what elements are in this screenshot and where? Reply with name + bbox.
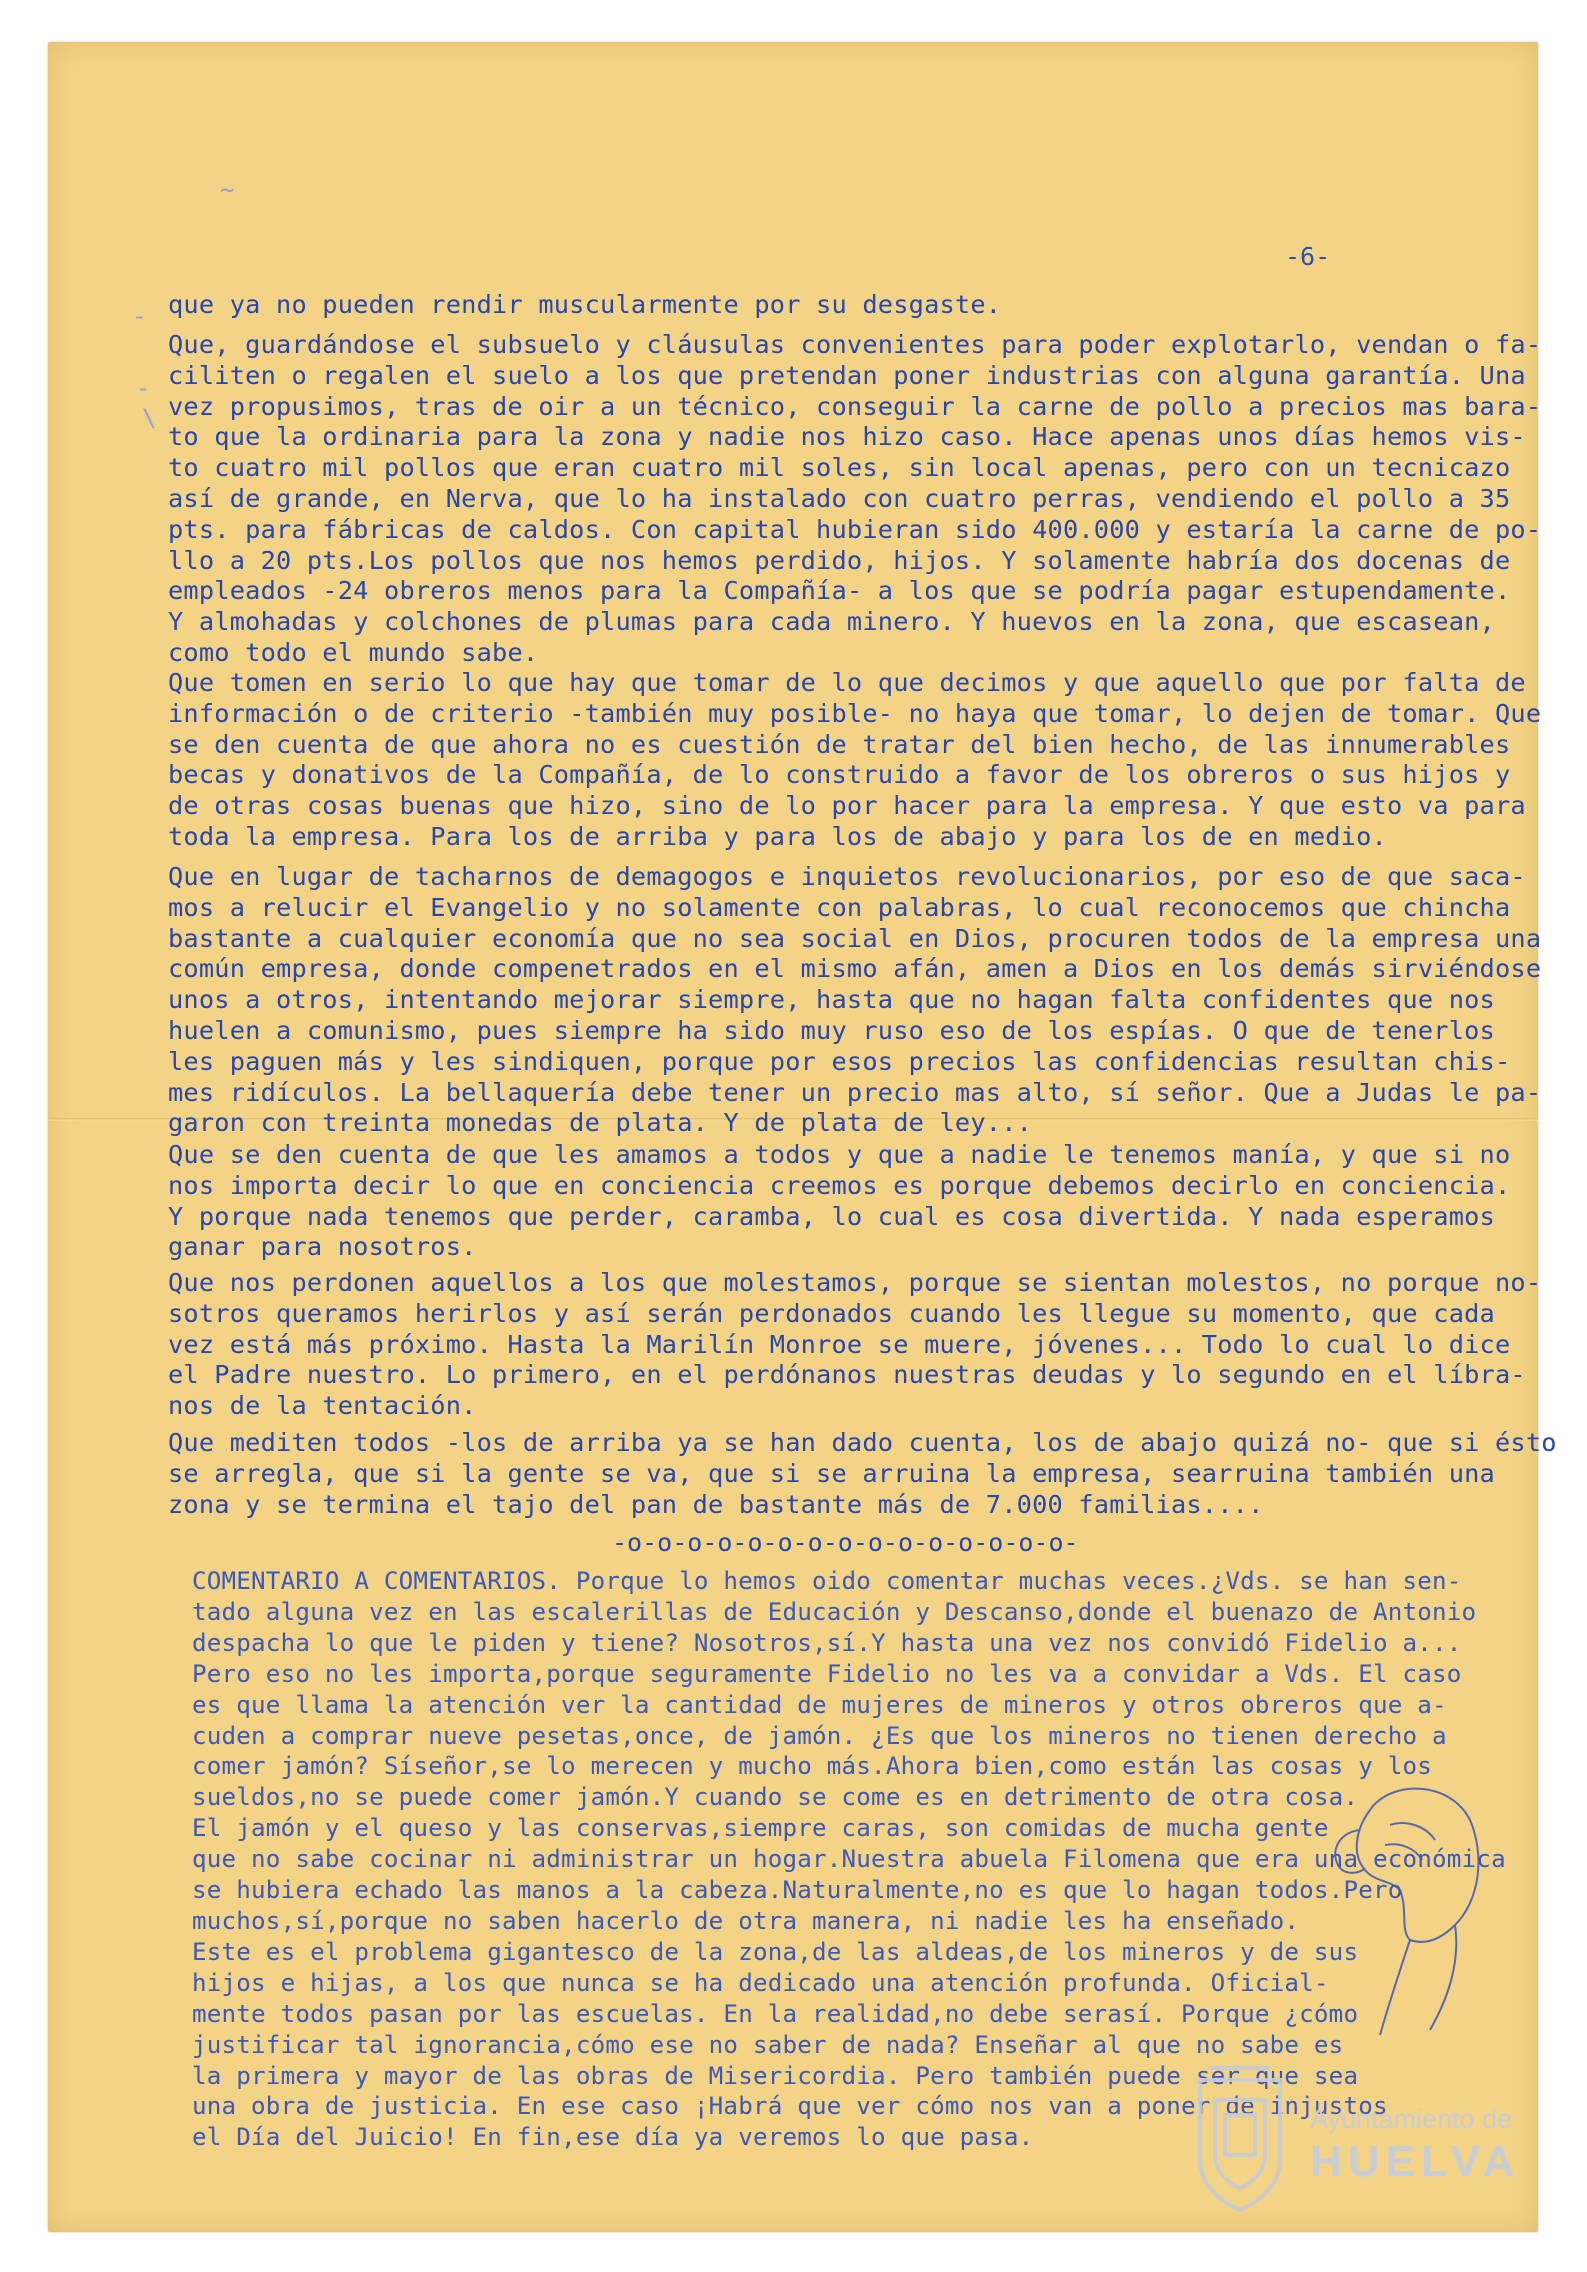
margin-tick: - xyxy=(136,374,151,402)
city-seal-watermark xyxy=(1180,2060,1300,2220)
watermark-line1: Ayuntamiento de xyxy=(1310,2104,1513,2134)
paragraph-forgive: Que nos perdonen aquellos a los que molestamos, porque se sientan molestos, no porque sotros queramos herirlos y así serán perdonados cuando les llegue su momento, que cada vez está más próximo. Hasta la Marilín Monroe se muere, jóvenes... Todo lo cual lo el Padre nuestro. Lo primero, en el perdónanos nuestras deudas y lo segundo en el nos de la tentación. xyxy=(168,1268,1495,1421)
margin-tick: \ xyxy=(142,404,157,432)
paragraph-meditate: Que mediten todos -los de arriba ya se han dado cuenta, los de abajo quizá no- que si se arregla, que si la gente se va, que si se arruina la empresa, searruina también zona y se termina el tajo del pan de bastante más de 7.000 familias.... xyxy=(168,1428,1480,1519)
watermark-text xyxy=(1310,2104,1520,2187)
margin-tick: - xyxy=(132,302,147,330)
watermark-line2: HUELVA xyxy=(1310,2137,1521,2186)
paragraph-take-seriously: Que tomen en serio lo que hay que tomar de lo que decimos y que aquello que por falta información o de criterio -también muy posible- no haya que tomar, lo dejen de tomar. se den cuenta de que ahora no es cuestión de tratar del bien hecho, de las innumerables becas y donativos de la Compañía, de lo construido a favor de los obreros o sus hijos de otras cosas buenas que hizo, sino de lo por hacer para la empresa. Y que esto va toda la empresa. Para los de arriba y para los de abajo y para los de en medio. xyxy=(168,668,1511,851)
commentary-section: COMENTARIO A COMENTARIOS. Porque lo hemos oido comentar muchas veces.¿Vds. se han sen- tado alguna vez en las escalerillas de Educación y Descanso,donde el buenazo de Antonio despacha lo que le piden y tiene? Nosotros,sí.Y hasta una vez nos convidó Fidelio a... Pero eso no les importa,porque seguramente Fidelio no les va a convidar a Vds. El caso es que llama la atención ver la cantidad de mujeres de mineros y otros obreros que a- cuden a comprar nueve pesetas,once, de jamón. ¿Es que los mineros no tienen derecho a comer jamón? Síseñor,se lo merecen y mucho más.Ahora bien,como están las cosas y los sueldos,no se puede comer jamón.Y cuando se come es en detrimento de otra cosa. El jamón y el queso y las conservas,siempre caras, son comidas de mucha gente que no sabe cocinar ni administrar un hogar.Nuestra abuela Filomena que era una económica se hubiera echado las manos a la cabeza.Naturalmente,no es que lo hagan todos.Pero muchos,sí,porque no saben hacerlo de otra manera, ni nadie les ha enseñado. Este es el problema gigantesco de la zona,de las aldeas,de los mineros y de sus hijos e hijas, a los que nunca se ha dedicado una atención profunda. Oficial- mente todos pasan por las escuelas. En la realidad,no debe serasí. Porque ¿cómo justificar tal ignorancia,cómo ese no saber de nada? Enseñar al que no sabe es la primera y mayor de las obras de Misericordia. Pero también puede ser que sea una obra de justicia. En ese caso ¡Habrá que ver cómo nos van a poner de injustos el Día del Juicio! En fin,ese día ya veremos lo que pasa. xyxy=(192,1567,1506,2152)
paragraph-demagogues: Que en lugar de tacharnos de demagogos e inquietos revolucionarios, por eso de que mos a relucir el Evangelio y no solamente con palabras, lo cual reconocemos que chincha bastante a cualquier economía que no sea social en Dios, procuren todos de la empresa común empresa, donde compenetrados en el mismo afán, amen a Dios en los demás sirviéndose unos a otros, intentando mejorar siempre, hasta que no hagan falta confidentes que huelen a comunismo, pues siempre ha sido muy ruso eso de los espías. O que de tenerlos les paguen más y les sindiquen, porque por esos precios las confidencias resultan mes ridículos. La bellaquería debe tener un precio mas alto, sí señor. Que a Judas le garon con treinta monedas de plata. Y de plata de ley... xyxy=(168,862,1542,1138)
paragraph-continuation: que ya no pueden rendir muscularmente por su desgaste. xyxy=(168,290,1002,319)
stray-mark: ~ xyxy=(220,176,235,204)
paragraph-love-all: Que se den cuenta de que les amamos a todos y que a nadie le tenemos manía, y que si nos importa decir lo que en conciencia creemos es porque debemos decirlo en conciencia. Y porque nada tenemos que perder, caramba, lo cual es cosa divertida. Y nada esperamos ganar para nosotros. xyxy=(168,1140,1511,1262)
ink-sketch xyxy=(1330,1770,1490,2040)
separator-line: -o-o-o-o-o-o-o-o-o-o-o-o-o-o-o- xyxy=(612,1528,1079,1557)
page-number: -6- xyxy=(1285,242,1331,271)
paragraph-industries: Que, guardándose el subsuelo y cláusulas convenientes para poder explotarlo, vendan ciliten o regalen el suelo a los que pretendan poner industrias con alguna garantía. vez propusimos, tras de oir a un técnico, conseguir la carne de pollo a precios mas to que la ordinaria para la zona y nadie nos hizo caso. Hace apenas unos días hemos to cuatro mil pollos que eran cuatro mil soles, sin local apenas, pero con un tecnicazo así de grande, en Nerva, que lo ha instalado con cuatro perras, vendiendo el pollo a pts. para fábricas de caldos. Con capital hubieran sido 400.000 y estaría la carne de llo a 20 pts.Los pollos que nos hemos perdido, hijos. Y solamente habría dos docenas empleados -24 obreros menos para la Compañía- a los que se podría pagar estupendamente. Y almohadas y colchones de plumas para cada minero. Y huevos en la zona, que escasean, como todo el mundo sabe. xyxy=(168,330,1511,667)
